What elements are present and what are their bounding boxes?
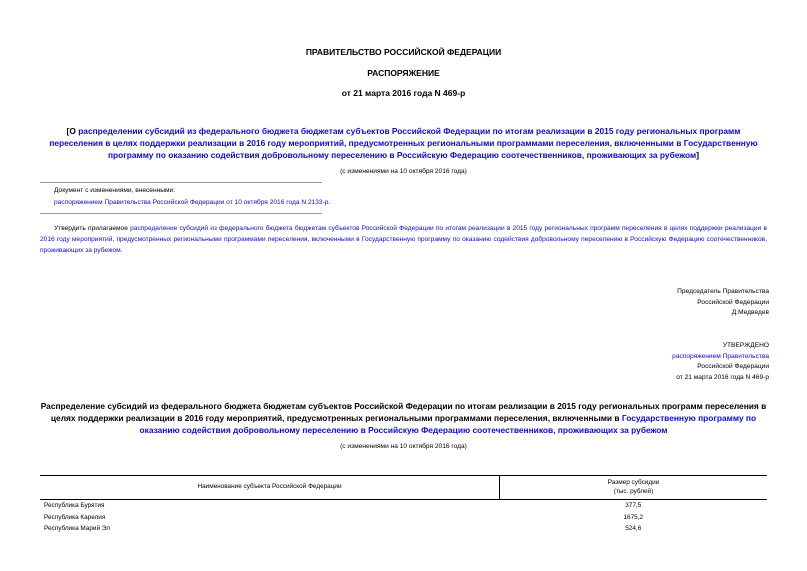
subsidy-table <box>40 475 767 535</box>
signature-line-3: Д.Медведев <box>731 309 769 316</box>
amendment-note: (с изменениями на 10 октября 2016 года) <box>340 168 467 175</box>
amount-cell: 524,6 <box>625 525 642 532</box>
body-prefix: Утвердить прилагаемое <box>54 225 128 232</box>
distribution-title-text: Распределение субсидий из федерального бюджета бюджетам субъектов Российской Федерации по итогам реализации в 2015 году региональных программ переселения в целях поддержки реализации в 2016 году мероприятий, предусмотренных региональными программами переселения, включенными в <box>40 401 767 423</box>
changes-reference <box>54 199 330 206</box>
government-heading: ПРАВИТЕЛЬСТВО РОССИЙСКОЙ ФЕДЕРАЦИИ <box>305 47 502 57</box>
column-header-region: Наименование субъекта Российской Федерации <box>40 476 500 500</box>
region-cell: Республика Марий Эл <box>44 525 110 532</box>
table-row <box>40 523 767 535</box>
title-bracket-close: ] <box>696 150 700 160</box>
distribution-title <box>40 400 767 436</box>
signature-line-1: Председатель Правительства <box>677 288 769 295</box>
approved-block <box>560 341 769 383</box>
approved-line-1: УТВЕРЖДЕНО <box>722 342 769 349</box>
table-row <box>40 500 767 512</box>
signature-line-2: Российской Федерации <box>697 298 769 306</box>
column-header-amount <box>500 476 768 500</box>
title-bracket-open: [О <box>66 126 76 136</box>
changes-link[interactable]: распоряжением Правительства Российской Федерации от 10 октября 2016 года N 2133-р <box>54 199 329 206</box>
body-link[interactable]: распределение субсидий из федерального бюджета бюджетам субъектов Российской Федерации по итогам реализации в 2015 году региональных программ переселения в целях поддержки реализации в 2016 году мероприятий, предусмотренных региональными программами переселения, включенными в Государственную программу по оказанию содействия добровольному переселению в Российскую Федерацию соотечественников, проживающих за рубежом <box>40 225 767 254</box>
changes-link-suffix: . <box>328 199 331 206</box>
column-header-amount-line2: (тыс. рублей) <box>613 487 654 495</box>
changes-label: Документ с изменениями, внесенными: <box>54 187 176 194</box>
column-header-amount-line1: Размер субсидии <box>607 479 660 486</box>
title-link[interactable]: распределении субсидий из федерального бюджета бюджетам субъектов Российской Федерации по итогам реализации в 2015 году региональных программ переселения в целях поддержки реализации в 2016 году мероприятий, предусмотренных региональными программами переселения, включенными в Государственную программу по оказанию содействия добровольному переселению в Российскую Федерацию соотечественников, проживающих за рубежом <box>49 126 758 160</box>
approved-link[interactable]: распоряжением Правительства <box>672 352 769 360</box>
approved-line-4: от 21 марта 2016 года N 469-р <box>676 373 769 381</box>
approved-line-3: Российской Федерации <box>697 363 769 370</box>
distribution-note: (с изменениями на 10 октября 2016 года) <box>340 443 467 450</box>
region-cell: Республика Карелия <box>44 513 106 521</box>
document-type: РАСПОРЯЖЕНИЕ <box>367 68 440 78</box>
body-suffix: . <box>120 247 123 254</box>
table-row <box>40 512 767 524</box>
table-header-row <box>40 476 767 500</box>
document-title <box>40 125 767 161</box>
region-cell: Республика Бурятия <box>44 502 105 509</box>
changes-top-divider <box>40 182 322 183</box>
document-date-number: от 21 марта 2016 года N 469-р <box>341 88 466 98</box>
amount-cell: 1675,2 <box>623 513 644 521</box>
signature-block <box>560 287 769 319</box>
changes-bottom-divider <box>40 213 322 214</box>
distribution-title-link[interactable]: Государственную программу по оказанию содействия добровольному переселению в Российскую Федерацию соотечественников, проживающих за рубежом <box>139 413 757 435</box>
amount-cell: 377,5 <box>625 502 642 509</box>
body-paragraph <box>40 223 767 256</box>
